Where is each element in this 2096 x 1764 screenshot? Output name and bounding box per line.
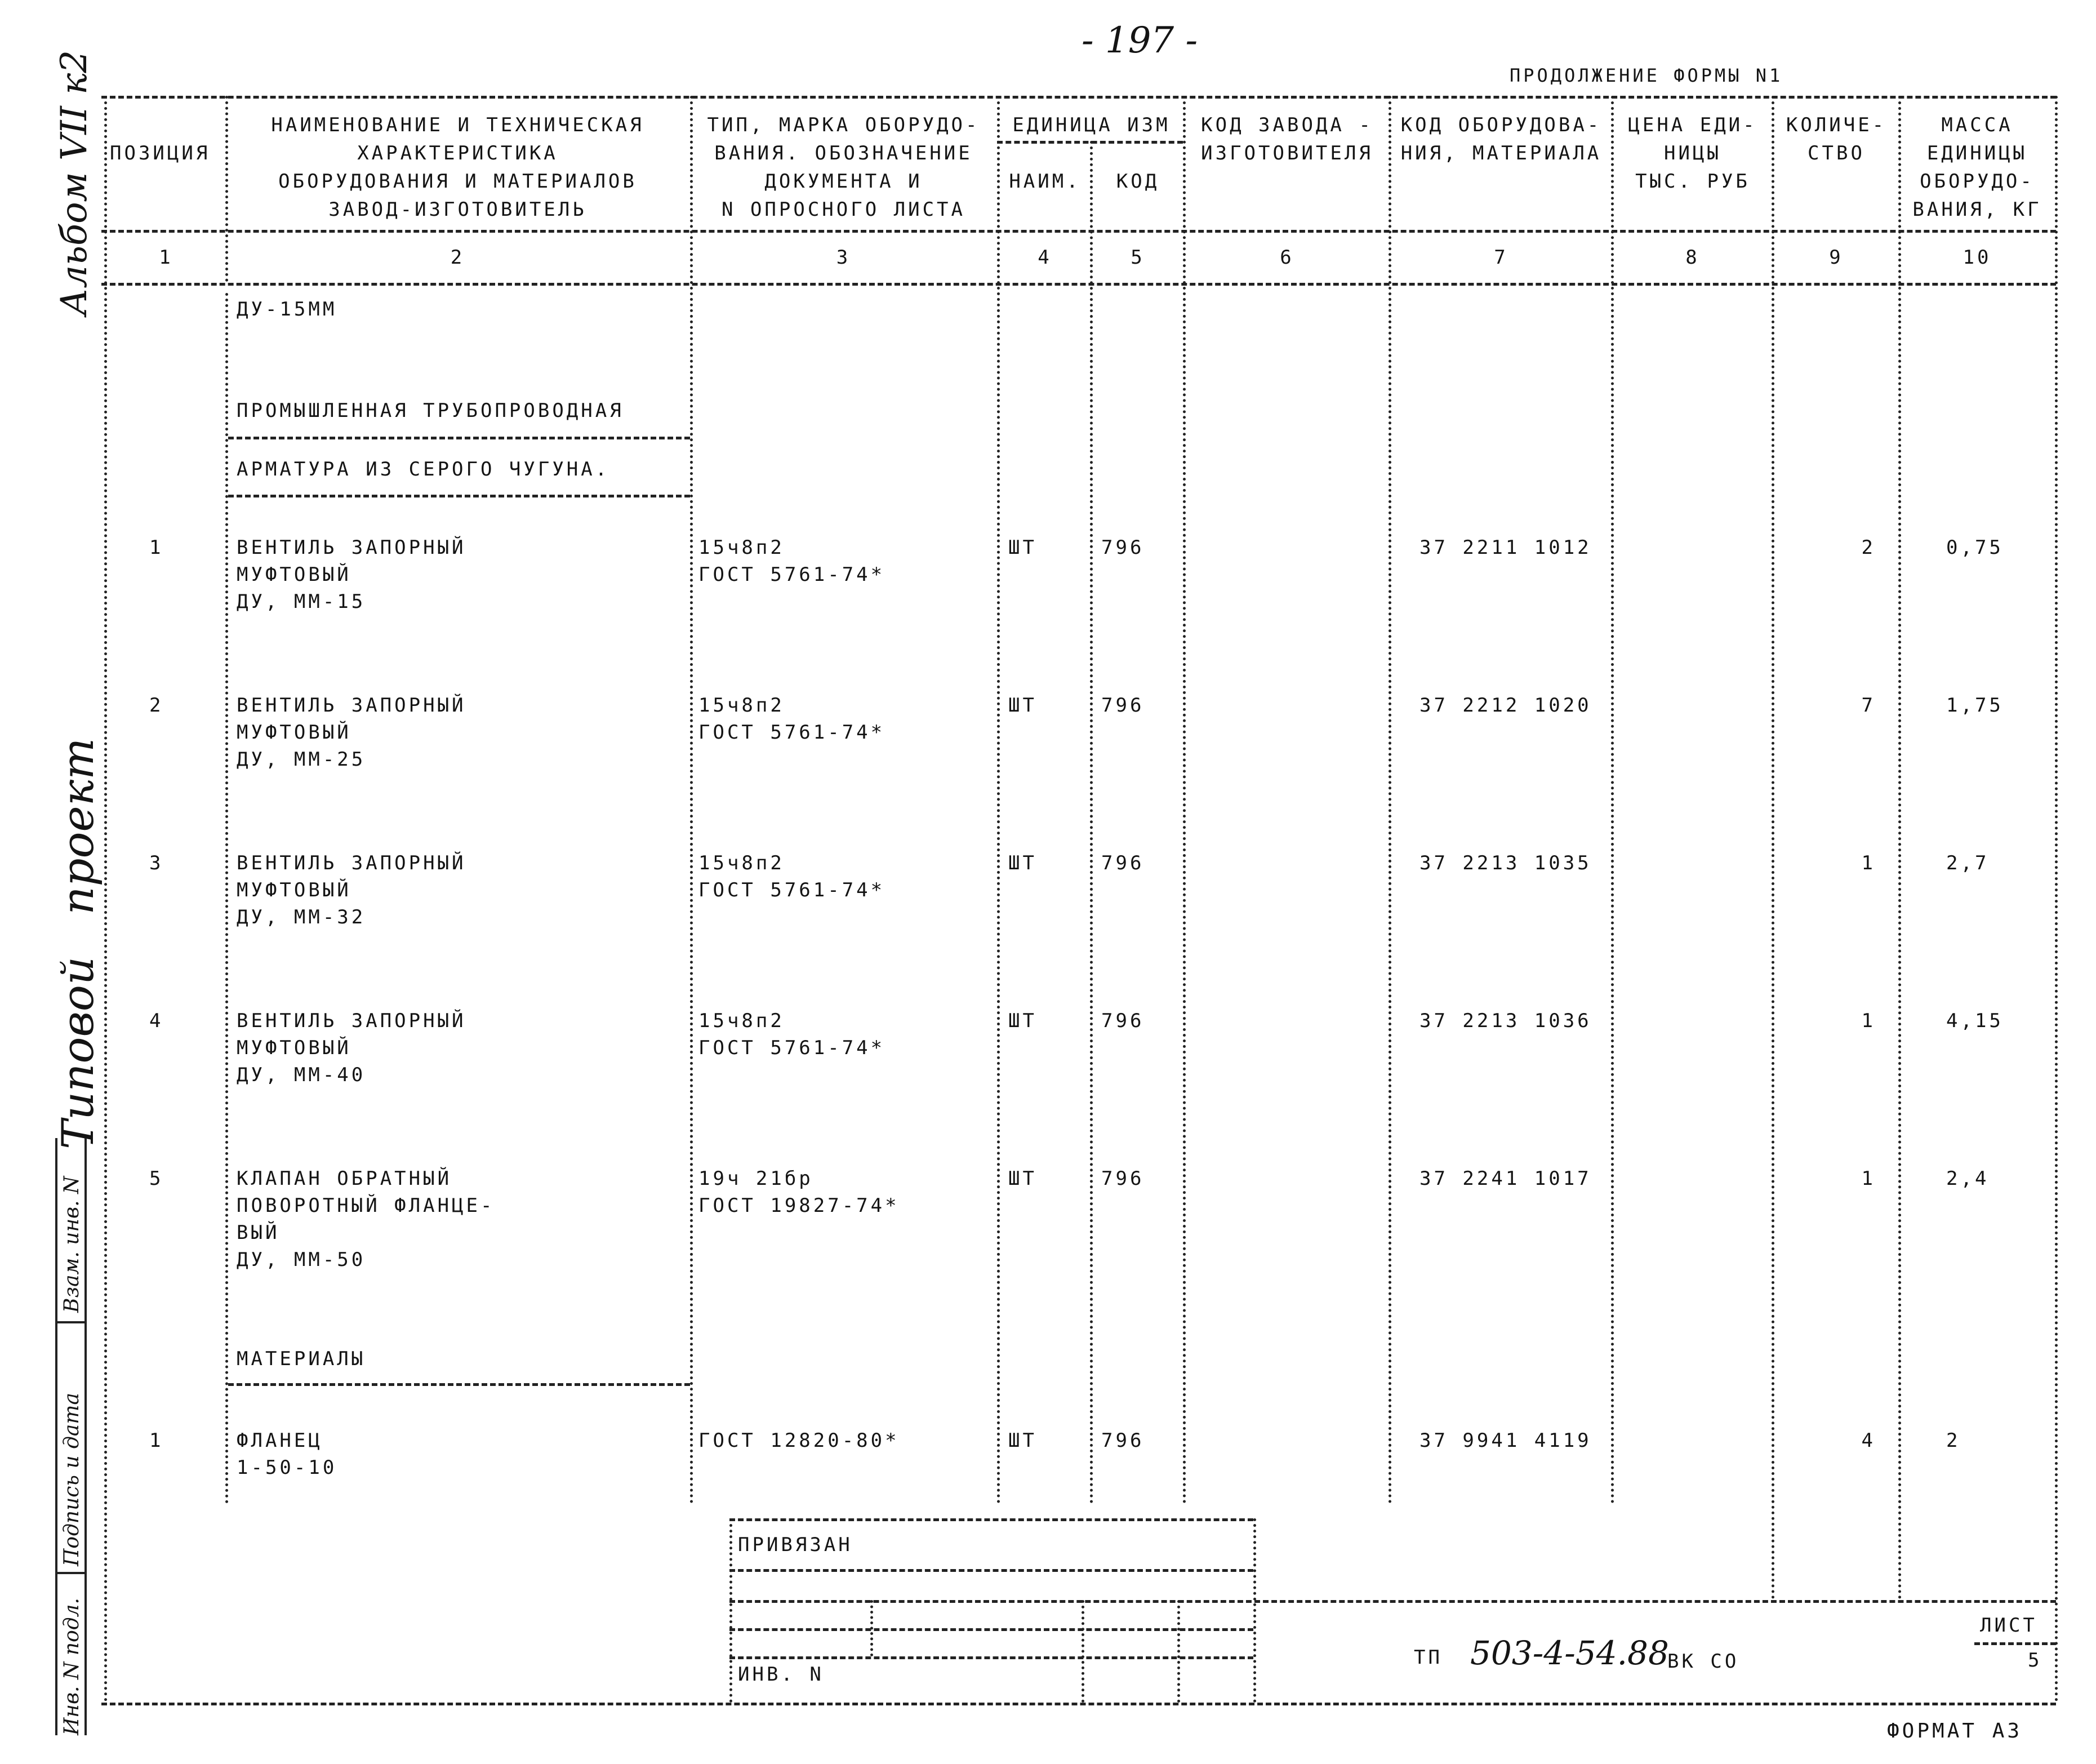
header-bottom-border (101, 230, 2056, 233)
item-name: КЛАПАН ОБРАТНЫЙ (237, 1167, 452, 1190)
header-price-line: ТЫС. РУБ (1635, 170, 1750, 193)
item-pos: 5 (149, 1167, 164, 1190)
sheet-label: ЛИСТ (1980, 1614, 2037, 1637)
item-code: 37 2241 1017 (1419, 1167, 1592, 1190)
material-mass: 2 (1946, 1429, 1961, 1452)
item-mass: 2,7 (1946, 852, 1990, 874)
page-number: - 197 - (1082, 20, 1198, 61)
col-separator (1183, 96, 1186, 1504)
item-code: 37 2212 1020 (1419, 694, 1592, 717)
header-name-line: ОБОРУДОВАНИЯ И МАТЕРИАЛОВ (278, 170, 637, 193)
col-number: 4 (1038, 246, 1052, 269)
item-unit: ШТ (1008, 694, 1037, 717)
stamp-line (729, 1600, 2056, 1603)
continuation-label: ПРОДОЛЖЕНИЕ ФОРМЫ N1 (1510, 65, 1783, 86)
item-name: ДУ, ММ-25 (237, 748, 366, 771)
item-qty: 7 (1861, 694, 1876, 717)
header-qty-line: КОЛИЧЕ- (1786, 114, 1887, 136)
material-unit: ШТ (1008, 1429, 1037, 1452)
stamp-line (729, 1656, 1253, 1659)
header-name-line: НАИМЕНОВАНИЕ И ТЕХНИЧЕСКАЯ (271, 114, 644, 136)
material-name: ФЛАНЕЦ (237, 1429, 323, 1452)
intro-underline (228, 495, 690, 497)
item-mass: 4,15 (1946, 1010, 2004, 1032)
intro-line: ДУ-15ММ (237, 298, 337, 321)
item-type: ГОСТ 19827-74* (698, 1194, 900, 1217)
doc-number: 503-4-54.88 (1470, 1634, 1669, 1672)
item-pos: 1 (149, 536, 164, 559)
item-unit: ШТ (1008, 536, 1037, 559)
material-qty: 4 (1861, 1429, 1876, 1452)
material-unit-code: 796 (1101, 1429, 1145, 1452)
intro-line: ПРОМЫШЛЕННАЯ ТРУБОПРОВОДНАЯ (237, 399, 624, 422)
item-type: ГОСТ 5761-74* (698, 563, 885, 586)
stamp-divider (729, 1518, 732, 1703)
header-unit-code: КОД (1116, 170, 1160, 193)
stamp-line (729, 1569, 1253, 1572)
col-separator (1898, 96, 1901, 1600)
col-number: 10 (1963, 246, 1992, 269)
header-unit-group: ЕДИНИЦА ИЗМ (1012, 114, 1171, 136)
header-type-line: ДОКУМЕНТА И (764, 170, 923, 193)
item-type: 15ч8п2 (698, 694, 785, 717)
header-mass-line: ЕДИНИЦЫ (1926, 142, 2028, 165)
col-number: 8 (1685, 246, 1700, 269)
stamp-divider (55, 1572, 84, 1574)
header-pos: ПОЗИЦИЯ (110, 142, 211, 165)
item-unit-code: 796 (1101, 536, 1145, 559)
col-separator (2055, 96, 2058, 1703)
item-name: ВЕНТИЛЬ ЗАПОРНЫЙ (237, 1010, 466, 1032)
project-label: Типовой проект (53, 737, 104, 1149)
item-qty: 2 (1861, 536, 1876, 559)
header-factory-line: ИЗГОТОВИТЕЛЯ (1201, 142, 1373, 165)
materials-underline (228, 1383, 690, 1386)
col-number: 1 (159, 246, 173, 269)
item-type: ГОСТ 5761-74* (698, 879, 885, 901)
header-name-line: ХАРАКТЕРИСТИКА (357, 142, 558, 165)
col-number: 3 (836, 246, 851, 269)
item-unit-code: 796 (1101, 1167, 1145, 1190)
material-name: 1-50-10 (237, 1456, 337, 1479)
item-name: МУФТОВЫЙ (237, 1037, 351, 1059)
item-unit: ШТ (1008, 1167, 1037, 1190)
item-mass: 1,75 (1946, 694, 2004, 717)
item-name: ДУ, ММ-32 (237, 906, 366, 928)
material-code: 37 9941 4119 (1419, 1429, 1592, 1452)
stamp-privyazan: ПРИВЯЗАН (738, 1534, 853, 1556)
item-mass: 2,4 (1946, 1167, 1990, 1190)
item-name: ДУ, ММ-50 (237, 1248, 366, 1271)
header-type-line: N ОПРОСНОГО ЛИСТА (722, 198, 965, 221)
item-name: ВЫЙ (237, 1221, 280, 1244)
stamp-line (729, 1628, 1253, 1631)
stamp-divider (55, 1321, 84, 1323)
item-name: МУФТОВЫЙ (237, 563, 351, 586)
sheet-number: 5 (2028, 1649, 2042, 1672)
col-separator (225, 293, 228, 1504)
item-name: ПОВОРОТНЫЙ ФЛАНЦЕ- (237, 1194, 495, 1217)
item-type: ГОСТ 5761-74* (698, 1037, 885, 1059)
header-type-line: ВАНИЯ. ОБОЗНАЧЕНИЕ (714, 142, 973, 165)
item-pos: 2 (149, 694, 164, 717)
item-type: 15ч8п2 (698, 852, 785, 874)
header-price-line: ЦЕНА ЕДИ- (1628, 114, 1757, 136)
stamp-divider (1177, 1600, 1180, 1703)
header-mass-line: ВАНИЯ, КГ (1912, 198, 2042, 221)
item-unit-code: 796 (1101, 694, 1145, 717)
stamp-vzam: Взам. инв. N (60, 1176, 83, 1313)
doc-prefix: ТП (1414, 1646, 1443, 1669)
header-mass-line: МАССА (1941, 114, 2013, 136)
col-separator (1611, 96, 1614, 1504)
header-unit-name: НАИМ. (1009, 170, 1081, 193)
table-top-border (101, 96, 2056, 99)
doc-suffix: ВК СО (1667, 1650, 1739, 1673)
header-code-line: КОД ОБОРУДОВА- (1400, 114, 1602, 136)
table-bottom-border (101, 1703, 2056, 1705)
header-factory-line: КОД ЗАВОДА - (1201, 114, 1373, 136)
stamp-inv-podl: Инв. N подл. (60, 1598, 83, 1735)
item-unit: ШТ (1008, 1010, 1037, 1032)
number-row-border (101, 283, 2056, 286)
item-code: 37 2211 1012 (1419, 536, 1592, 559)
header-code-line: НИЯ, МАТЕРИАЛА (1400, 142, 1602, 165)
header-mass-line: ОБОРУДО- (1920, 170, 2035, 193)
header-qty-line: СТВО (1808, 142, 1865, 165)
intro-line: АРМАТУРА ИЗ СЕРОГО ЧУГУНА. (237, 458, 610, 481)
col-number: 9 (1829, 246, 1844, 269)
item-pos: 4 (149, 1010, 164, 1032)
item-name: ВЕНТИЛЬ ЗАПОРНЫЙ (237, 536, 466, 559)
stamp-inv: ИНВ. N (738, 1663, 824, 1686)
item-name: МУФТОВЫЙ (237, 721, 351, 744)
item-code: 37 2213 1036 (1419, 1010, 1592, 1032)
item-mass: 0,75 (1946, 536, 2004, 559)
item-type: 15ч8п2 (698, 1010, 785, 1032)
item-unit: ШТ (1008, 852, 1037, 874)
col-separator (104, 96, 107, 1703)
item-qty: 1 (1861, 852, 1876, 874)
stamp-divider (1253, 1518, 1256, 1703)
col-number: 5 (1131, 246, 1145, 269)
item-qty: 1 (1861, 1167, 1876, 1190)
header-type-line: ТИП, МАРКА ОБОРУДО- (707, 114, 980, 136)
stamp-divider (1082, 1600, 1084, 1703)
intro-underline (228, 437, 690, 439)
item-qty: 1 (1861, 1010, 1876, 1032)
stamp-podpis: Подпись и дата (60, 1393, 83, 1566)
stamp-line (729, 1518, 1253, 1521)
item-unit-code: 796 (1101, 1010, 1145, 1032)
col-separator (690, 96, 693, 1504)
materials-heading: МАТЕРИАЛЫ (237, 1348, 366, 1370)
material-type: ГОСТ 12820-80* (698, 1429, 900, 1452)
item-type: ГОСТ 5761-74* (698, 721, 885, 744)
col-separator (1389, 96, 1391, 1504)
item-type: 15ч8п2 (698, 536, 785, 559)
material-pos: 1 (149, 1429, 164, 1452)
item-code: 37 2213 1035 (1419, 852, 1592, 874)
item-pos: 3 (149, 852, 164, 874)
stamp-divider (55, 1138, 57, 1735)
item-name: МУФТОВЫЙ (237, 879, 351, 901)
header-name-line: ЗАВОД-ИЗГОТОВИТЕЛЬ (328, 198, 587, 221)
col-separator (1772, 96, 1774, 1600)
header-price-line: НИЦЫ (1664, 142, 1721, 165)
item-name: ДУ, ММ-15 (237, 590, 366, 613)
item-type: 19ч 21бр (698, 1167, 813, 1190)
format-label: ФОРМАТ А3 (1887, 1719, 2023, 1743)
stamp-divider (870, 1600, 873, 1656)
col-number: 6 (1280, 246, 1294, 269)
col-number: 2 (450, 246, 465, 269)
item-name: ВЕНТИЛЬ ЗАПОРНЫЙ (237, 852, 466, 874)
album-label: Альбом VII к2 (54, 50, 95, 316)
col-separator (1090, 141, 1093, 1504)
sheet-line (1974, 1642, 2056, 1645)
item-name: ВЕНТИЛЬ ЗАПОРНЫЙ (237, 694, 466, 717)
item-name: ДУ, ММ-40 (237, 1064, 366, 1086)
stamp-divider (84, 1138, 87, 1735)
item-unit-code: 796 (1101, 852, 1145, 874)
col-separator (997, 96, 1000, 1504)
col-number: 7 (1494, 246, 1508, 269)
